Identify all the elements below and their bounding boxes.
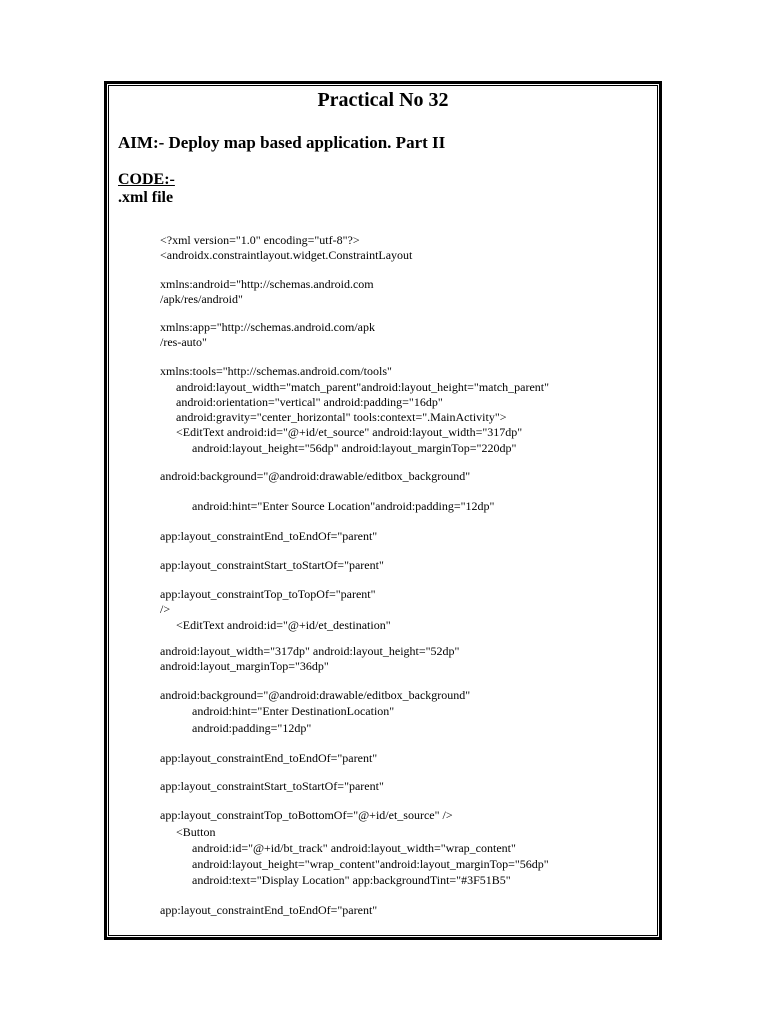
code-line: android:hint="Enter Source Location"android:padding="12dp" [192, 499, 495, 513]
code-line: android:id="@+id/bt_track" android:layout_width="wrap_content" [192, 841, 516, 855]
code-line: app:layout_constraintStart_toStartOf="parent" [160, 779, 384, 793]
code-line: <Button [176, 825, 216, 839]
code-line: <?xml version="1.0" encoding="utf-8"?> [160, 233, 360, 247]
code-line: app:layout_constraintStart_toStartOf="parent" [160, 558, 384, 572]
aim-heading: AIM:- Deploy map based application. Part II [118, 133, 446, 152]
code-line: app:layout_constraintTop_toTopOf="parent" [160, 587, 376, 601]
code-heading: CODE:- [118, 171, 175, 188]
file-heading: .xml file [118, 189, 174, 206]
code-line: android:hint="Enter DestinationLocation" [192, 704, 395, 718]
code-line: android:layout_width="317dp" android:layout_height="52dp" [160, 644, 460, 658]
code-line: app:layout_constraintTop_toBottomOf="@+id/et_source" /> [160, 808, 453, 822]
code-line: <androidx.constraintlayout.widget.ConstraintLayout [160, 248, 413, 262]
code-line: android:text="Display Location" app:backgroundTint="#3F51B5" [192, 873, 511, 887]
code-line: /> [160, 602, 171, 616]
code-line: android:orientation="vertical" android:padding="16dp" [176, 395, 443, 409]
code-line: <EditText android:id="@+id/et_destination" [176, 618, 391, 632]
code-line: app:layout_constraintEnd_toEndOf="parent" [160, 751, 378, 765]
code-line: android:layout_height="56dp" android:layout_marginTop="220dp" [192, 441, 517, 455]
code-line: android:layout_marginTop="36dp" [160, 659, 329, 673]
code-line: xmlns:tools="http://schemas.android.com/tools" [160, 364, 392, 378]
code-line: android:padding="12dp" [192, 721, 312, 735]
code-line: /apk/res/android" [160, 292, 243, 306]
code-line: /res-auto" [160, 335, 207, 349]
code-line: app:layout_constraintEnd_toEndOf="parent" [160, 903, 378, 917]
code-line: android:background="@android:drawable/editbox_background" [160, 469, 471, 483]
code-line: app:layout_constraintEnd_toEndOf="parent" [160, 529, 378, 543]
code-line: android:layout_height="wrap_content"android:layout_marginTop="56dp" [192, 857, 549, 871]
code-line: xmlns:app="http://schemas.android.com/apk [160, 320, 375, 334]
code-line: android:background="@android:drawable/editbox_background" [160, 688, 471, 702]
code-line: xmlns:android="http://schemas.android.com [160, 277, 374, 291]
code-line: android:gravity="center_horizontal" tools:context=".MainActivity"> [176, 410, 507, 424]
code-line: <EditText android:id="@+id/et_source" android:layout_width="317dp" [176, 425, 523, 439]
code-line: android:layout_width="match_parent"android:layout_height="match_parent" [176, 380, 550, 394]
page-title: Practical No 32 [317, 89, 449, 111]
